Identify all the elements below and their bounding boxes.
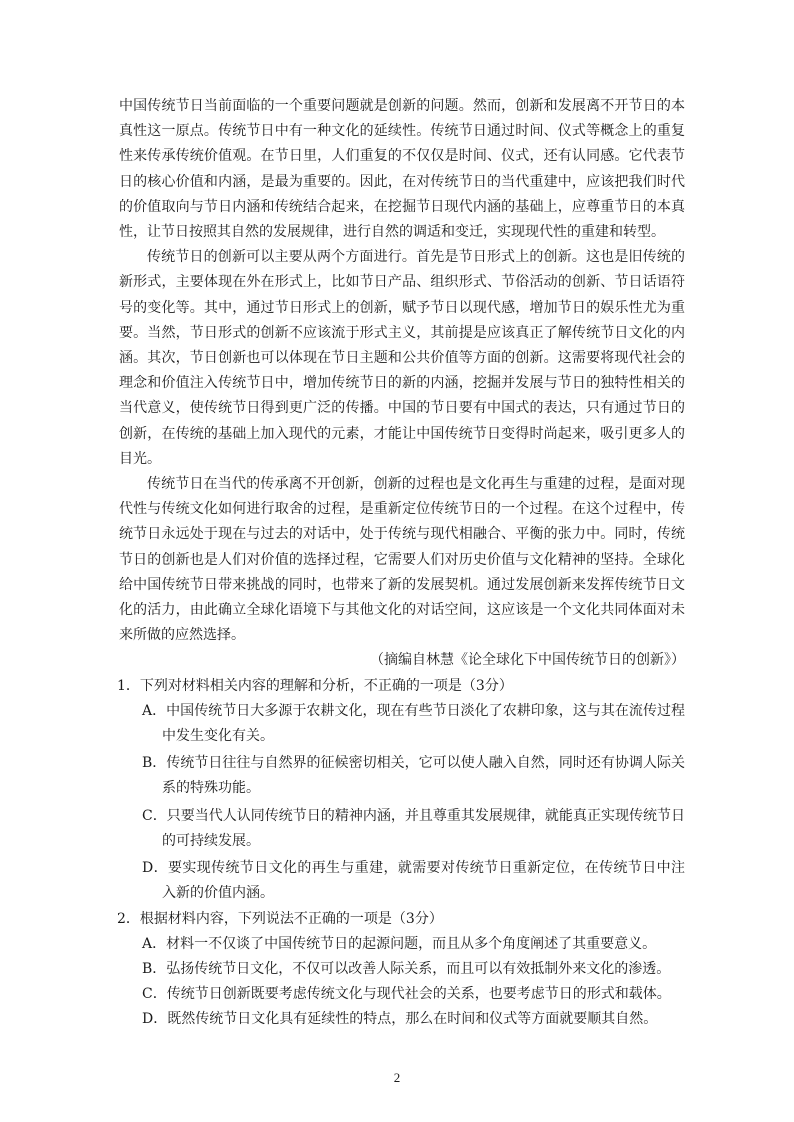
question-2-option-a: A．材料一不仅谈了中国传统节日的起源问题，而且从多个角度阐述了其重要意义。 bbox=[142, 935, 657, 952]
question-1-option-d: D．要实现传统节日文化的再生与重建，就需要对传统节日重新定位，在传统节日中注入新的价值内涵。 bbox=[142, 860, 685, 902]
question-1-stem: 1．下列对材料相关内容的理解和分析，不正确的一项是（3分） bbox=[117, 677, 513, 694]
page-content bbox=[119, 94, 685, 1033]
page-number: 2 bbox=[393, 1070, 401, 1085]
question-1-option-c: C．只要当代人认同传统节日的精神内涵，并且尊重其发展规律，就能真正实现传统节日的可持续发展。 bbox=[142, 807, 685, 849]
question-2-option-d: D．既然传统节日文化具有延续性的特点，那么在时间和仪式等方面就要顺其自然。 bbox=[142, 1011, 658, 1028]
question-1-option-b: B．传统节日往往与自然界的征候密切相关，它可以使人融入自然，同时还有协调人际关系的特殊功能。 bbox=[142, 755, 685, 797]
question-2-stem: 2．根据材料内容，下列说法不正确的一项是（3分） bbox=[117, 910, 443, 927]
question-1-option-a: A．中国传统节日大多源于农耕文化，现在有些节日淡化了农耕印象，这与其在流传过程中发生变化有关。 bbox=[142, 702, 685, 745]
question-2-option-b: B．弘扬传统节日文化，不仅可以改善人际关系，而且可以有效抵制外来文化的渗透。 bbox=[142, 960, 671, 977]
passage-paragraph-3: 传统节日在当代的传承离不开创新，创新的过程也是文化再生与重建的过程，是面对现代性与传统文化如何进行取舍的过程，是重新定位传统节日的一个过程。在这个过程中，传统节日永远处于现在与过去的对话中，处于传统与现代相融合、平衡的张力中。同时，传统节日的创新也是人们对价值的选择过程，它需要人们对历史价值与文化精神的坚持。全球化给中国传统节日带来挑战的同时，也带来了新的发展契机。通过发展创新来发挥传统节日文化的活力，由此确立全球化语境下与其他文化的对话空间，这应该是一个文化共同体面对未来所做的应然选择。 bbox=[119, 476, 685, 644]
passage-paragraph-2: 传统节日的创新可以主要从两个方面进行。首先是节日形式上的创新。这也是旧传统的新形式，主要体现在外在形式上，比如节日产品、组织形式、节俗活动的创新、节日话语符号的变化等。其中，通过节日形式上的创新，赋予节日以现代感，增加节日的娱乐性尤为重要。当然，节日形式的创新不应该流于形式主义，其前提是应该真正了解传统节日文化的内涵。其次，节日创新也可以体现在节日主题和公共价值等方面的创新。这需要将现代社会的理念和价值注入传统节日中，增加传统节日的新的内涵，挖掘并发展与节日的独特性相关的当代意义，使传统节日得到更广泛的传播。中国的节日要有中国式的表达，只有通过节日的创新，在传统的基础上加入现代的元素，才能让中国传统节日变得时尚起来，吸引更多人的目光。 bbox=[119, 249, 685, 467]
passage-source: （摘编自林慧《论全球化下中国传统节日的创新》） bbox=[370, 652, 685, 669]
passage-paragraph-1: 中国传统节日当前面临的一个重要问题就是创新的问题。然而，创新和发展离不开节日的本真性这一原点。传统节日中有一种文化的延续性。传统节日通过时间、仪式等概念上的重复性来传承传统价值观。在节日里，人们重复的不仅仅是时间、仪式，还有认同感。它代表节日的核心价值和内涵，是最为重要的。因此，在对传统节日的当代重建中，应该把我们时代的价值取向与节日内涵和传统结合起来，在挖掘节日现代内涵的基础上，应尊重节日的本真性，让节日按照其自然的发展规律，进行自然的调适和变迁，实现现代性的重建和转型。 bbox=[119, 98, 685, 241]
question-2-option-c: C．传统节日创新既要考虑传统文化与现代社会的关系，也要考虑节日的形式和载体。 bbox=[142, 986, 671, 1003]
